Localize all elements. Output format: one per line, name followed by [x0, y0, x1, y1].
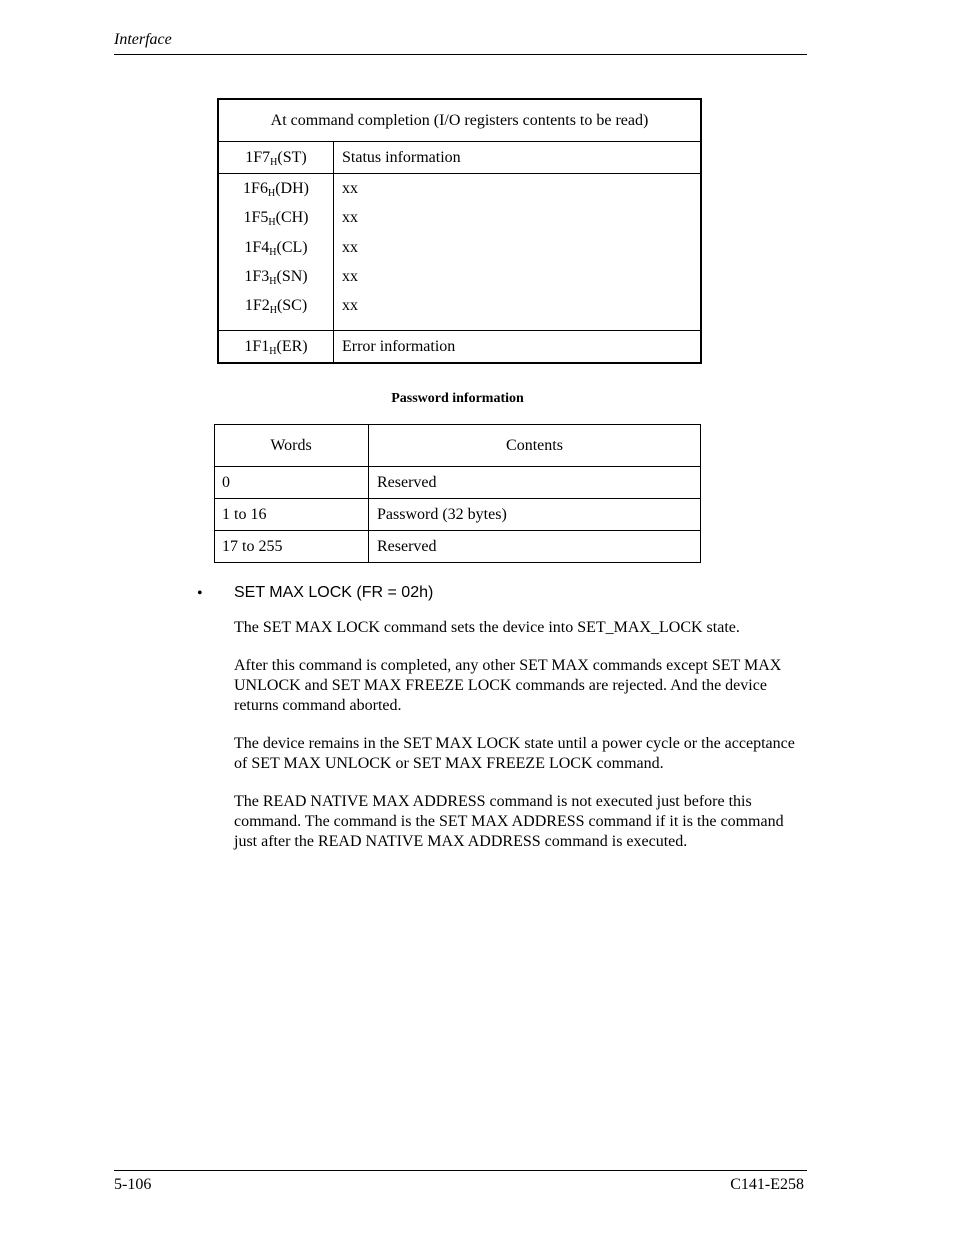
table-row	[215, 467, 701, 499]
hex-subscript: H	[267, 188, 276, 199]
register-name: (CL)	[276, 238, 308, 256]
register-cell	[218, 331, 334, 364]
register-cell-group	[218, 174, 334, 331]
register-id: 1F1	[244, 337, 270, 355]
header-title: Interface	[114, 31, 172, 48]
password-table-header-row	[215, 425, 701, 467]
page-number: 5-106	[114, 1176, 152, 1193]
table-row	[215, 499, 701, 531]
table-caption: Password information	[391, 391, 524, 406]
register-id: 1F5	[243, 209, 269, 227]
words-cell: 17 to 255	[215, 531, 369, 563]
register-line	[220, 266, 332, 295]
register-id: 1F7	[245, 148, 271, 166]
register-line	[220, 178, 332, 207]
hex-subscript: H	[269, 305, 277, 317]
register-name: (SC)	[276, 297, 308, 315]
register-id: 1F2	[244, 297, 270, 315]
paragraph: The SET MAX LOCK command sets the device into SET_MAX_LOCK state.	[234, 619, 740, 636]
password-table	[214, 424, 701, 563]
register-value-group	[334, 174, 702, 331]
column-header-words: Words	[215, 425, 369, 467]
register-cell	[218, 142, 334, 174]
register-line	[220, 207, 332, 236]
hex-subscript: H	[268, 217, 276, 229]
register-line	[220, 295, 332, 324]
register-id: 1F3	[244, 267, 270, 285]
register-id: 1F6	[243, 180, 268, 197]
register-table-heading-row	[218, 99, 701, 142]
contents-cell: Reserved	[369, 531, 701, 563]
document-id: C141-E258	[730, 1176, 804, 1193]
hex-subscript: H	[269, 275, 277, 287]
hex-subscript: H	[269, 246, 277, 258]
paragraph: The device remains in the SET MAX LOCK state until a power cycle or the acceptance of SET MAX UNLOCK or SET MAX FREEZE LOCK command.	[234, 735, 795, 772]
contents-cell: Reserved	[369, 467, 701, 499]
page-footer	[114, 1170, 807, 1193]
register-name: (ST)	[277, 148, 307, 166]
register-value: xx	[342, 267, 358, 285]
paragraph: After this command is completed, any other SET MAX commands except SET MAX UNLOCK and SET MAX FREEZE LOCK commands are rejected. And the device returns command aborted.	[234, 657, 782, 714]
register-value: xx	[342, 297, 358, 315]
register-row-st	[218, 142, 701, 174]
register-value: xx	[342, 180, 358, 197]
bullet-marker: •	[197, 585, 203, 602]
register-row-er	[218, 331, 701, 364]
table-row	[215, 531, 701, 563]
contents-cell: Password (32 bytes)	[369, 499, 701, 531]
register-value: xx	[342, 238, 358, 256]
register-name: (CH)	[275, 209, 309, 227]
hex-subscript: H	[270, 156, 278, 168]
register-value: Error information	[334, 331, 702, 364]
register-name: (ER)	[276, 337, 308, 355]
page-header	[114, 31, 807, 55]
paragraph: The READ NATIVE MAX ADDRESS command is not executed just before this command. The command is the SET MAX ADDRESS command if it is the command just after the READ NATIVE MAX ADDRESS command is executed.	[234, 793, 784, 850]
register-value: xx	[342, 209, 358, 227]
register-name: (SN)	[276, 267, 308, 285]
register-row-group	[218, 174, 701, 331]
section-title: SET MAX LOCK (FR = 02h)	[234, 584, 434, 601]
words-cell: 0	[215, 467, 369, 499]
register-table-heading: At command completion (I/O registers contents to be read)	[218, 99, 701, 142]
hex-subscript: H	[269, 345, 277, 357]
register-value: Status information	[334, 142, 702, 174]
register-line	[220, 237, 332, 266]
column-header-contents: Contents	[369, 425, 701, 467]
register-table	[217, 98, 702, 364]
register-name: (DH)	[275, 180, 309, 197]
words-cell: 1 to 16	[215, 499, 369, 531]
register-id: 1F4	[244, 238, 270, 256]
